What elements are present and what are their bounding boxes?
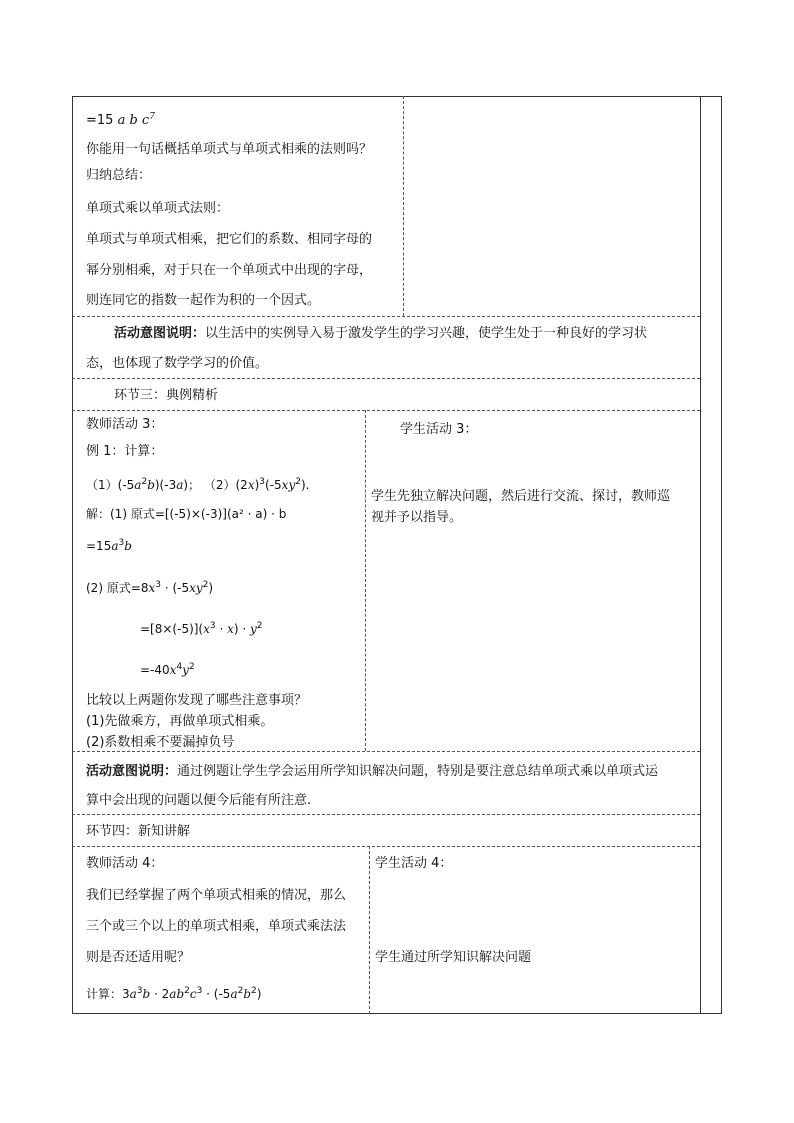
cell-divider-mid xyxy=(365,410,366,751)
teacher-activity-text: 则是否还适用呢？ xyxy=(86,950,191,965)
activity-intent-line: 活动意图说明：以生活中的实例导入易于激发学生的学习兴趣，使学生处于一种良好的学习状 xyxy=(114,326,648,341)
student-activity-title: 学生活动 3： xyxy=(400,422,478,437)
student-activity-text: 学生先独立解决问题，然后进行交流、探讨，教师巡 xyxy=(371,489,671,504)
row-divider xyxy=(72,846,700,847)
rule-question: 你能用一句话概括单项式与单项式相乘的法则吗？ xyxy=(86,142,373,157)
compare-question: 比较以上两题你发现了哪些注意事项？ xyxy=(86,693,308,708)
section-title: 环节三：典例精析 xyxy=(114,388,219,403)
teacher-activity-title: 教师活动 3： xyxy=(86,417,164,432)
student-activity-title: 学生活动 4： xyxy=(375,856,453,871)
teacher-activity-title: 教师活动 4： xyxy=(86,856,164,871)
teacher-activity-text: 我们已经掌握了两个单项式相乘的情况，那么 xyxy=(86,888,347,903)
activity-intent-label: 活动意图说明： xyxy=(114,326,206,341)
table-right-inner-border xyxy=(700,96,701,1014)
activity-intent-line: 态，也体现了数学学习的价值。 xyxy=(86,356,269,371)
row-divider xyxy=(72,316,700,317)
student-activity-text: 学生通过所学知识解决问题 xyxy=(375,950,532,965)
cell-divider-bottom xyxy=(369,846,370,1014)
row-divider xyxy=(72,751,700,752)
note-item: (2)系数相乘不要漏掉负号 xyxy=(86,735,235,750)
cell-divider-top xyxy=(403,96,404,316)
activity-intent-line: 活动意图说明：通过例题让学生学会运用所学知识解决问题，特别是要注意总结单项式乘以单项式运 xyxy=(86,764,659,779)
solution-line: $=15a^3b$ xyxy=(86,538,132,553)
row-divider xyxy=(72,410,700,411)
rule-title: 单项式乘以单项式法则： xyxy=(86,201,230,216)
activity-intent-label: 活动意图说明： xyxy=(86,764,178,779)
formula-result: =15 a b $c^7$ xyxy=(86,112,155,128)
calc-problem: 计算：$3a^3b \cdot 2ab^2c^3 \cdot (-5a^2b^2)$ xyxy=(86,986,262,1001)
note-item: (1)先做乘方，再做单项式相乘。 xyxy=(86,714,274,729)
student-activity-text: 视并予以指导。 xyxy=(371,510,463,525)
summary-label: 归纳总结： xyxy=(86,168,152,183)
row-divider xyxy=(72,814,700,815)
solution-line: $=-40x^4y^2$ xyxy=(140,662,195,677)
solution-line: $=[8\times(-5)](x^3 \cdot x) \cdot y^2$ xyxy=(140,621,263,636)
activity-intent-line: 算中会出现的问题以便今后能有所注意. xyxy=(86,793,312,808)
teacher-activity-text: 三个或三个以上的单项式相乘，单项式乘法法 xyxy=(86,919,347,934)
example-problems: $(1)(-5a^2b)(-3a)$； $(2)(2x)^3(-5xy^2)$. xyxy=(86,477,310,492)
rule-text-line: 则连同它的指数一起作为积的一个因式。 xyxy=(86,293,321,308)
rule-text-line: 幂分别相乘，对于只在一个单项式中出现的字母， xyxy=(86,263,373,278)
rule-text-line: 单项式与单项式相乘，把它们的系数、相同字母的 xyxy=(86,232,373,247)
row-divider xyxy=(72,378,700,379)
example-label: 例 1：计算： xyxy=(86,444,164,459)
solution-line: 解：(1) 原式=[(-5)×(-3)](a² · a) · b xyxy=(86,507,287,521)
solution-line: (2) 原式$=8x^3 \cdot (-5xy^2)$ xyxy=(86,580,214,595)
section-title: 环节四：新知讲解 xyxy=(86,824,191,839)
